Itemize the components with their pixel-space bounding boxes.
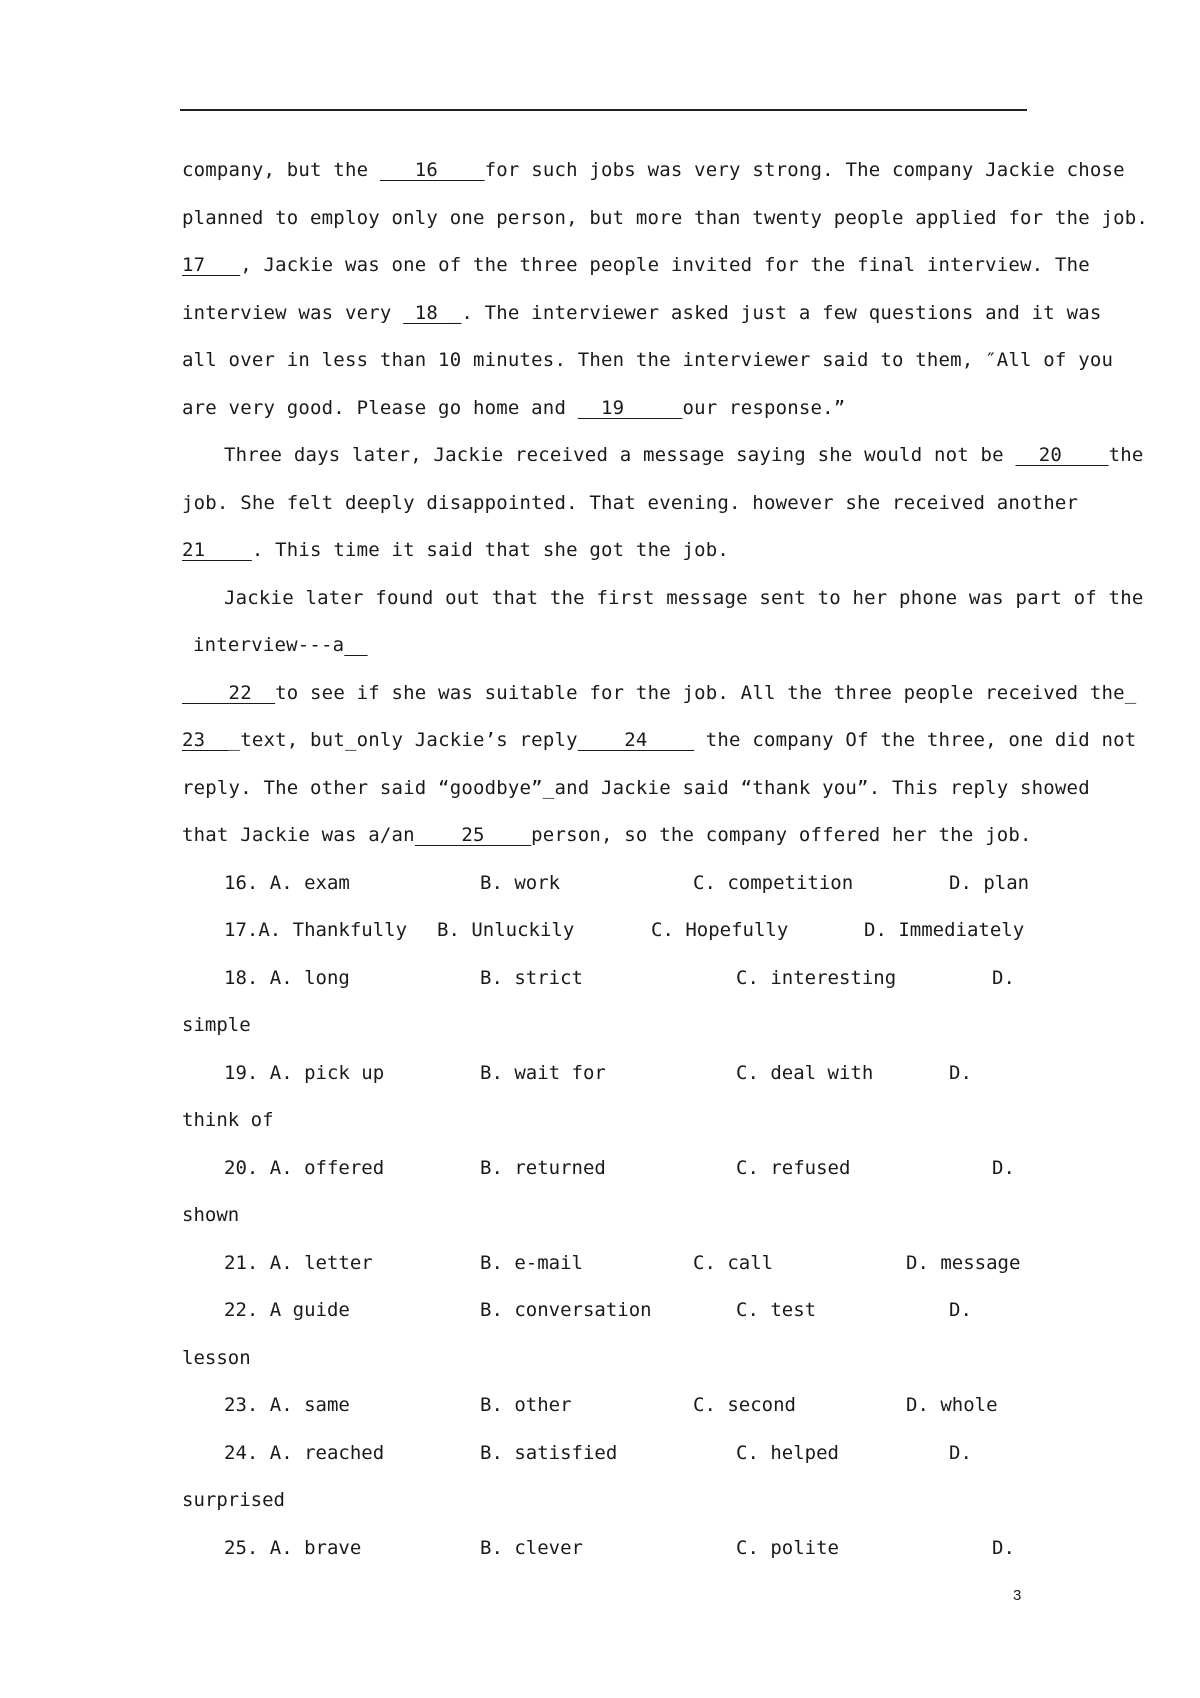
- text: , Jackie was one of the three people invited for the final interview. The: [240, 254, 1090, 276]
- text: _: [1124, 682, 1137, 704]
- option-c: C. interesting: [736, 967, 897, 989]
- header-rule: [180, 109, 1027, 111]
- option-d: D. plan: [949, 872, 1030, 894]
- option-b: B. returned: [480, 1157, 606, 1179]
- option-number: 20. A. offered: [224, 1157, 385, 1179]
- blank-19: 19: [577, 397, 683, 419]
- passage-line: [182, 158, 1125, 182]
- option-number: 24. A. reached: [224, 1442, 385, 1464]
- text: company, but the: [182, 159, 380, 181]
- option-b: B. satisfied: [480, 1442, 618, 1464]
- text: our response.”: [682, 397, 846, 419]
- option-d-wrap: simple: [182, 1014, 251, 1036]
- option-b: B. clever: [480, 1537, 583, 1559]
- option-number: 25. A. brave: [224, 1537, 362, 1559]
- passage-line: [193, 633, 368, 657]
- option-b: B. Unluckily: [437, 919, 575, 941]
- option-d: D. whole: [906, 1394, 998, 1416]
- option-b: B. other: [480, 1394, 572, 1416]
- text: are very good. Please go home and: [182, 397, 578, 419]
- blank-18: 18 _: [403, 302, 462, 324]
- passage-line: [182, 301, 1102, 325]
- option-c: C. deal with: [736, 1062, 874, 1084]
- text: interview was very: [182, 302, 404, 324]
- option-number: 22. A guide: [224, 1299, 350, 1321]
- page-number: 3: [1013, 1587, 1022, 1604]
- option-number: 23. A. same: [224, 1394, 350, 1416]
- option-d-wrap: surprised: [182, 1489, 285, 1511]
- option-number: 17.A. Thankfully: [224, 919, 408, 941]
- option-c: C. polite: [736, 1537, 839, 1559]
- blank-24: 24: [577, 729, 695, 751]
- passage-line: Jackie later found out that the first message sent to her phone was part of the: [224, 587, 1144, 609]
- passage-line: [182, 728, 1136, 752]
- passage-line: all over in less than 10 minutes. Then the interviewer said to them, ″All of you: [182, 349, 1114, 371]
- option-d: D.: [949, 1442, 972, 1464]
- text: to see if she was suitable for the job. All the three people received the: [275, 682, 1125, 704]
- option-b: B. work: [480, 872, 561, 894]
- option-d-wrap: lesson: [182, 1347, 251, 1369]
- option-number: 16. A. exam: [224, 872, 350, 894]
- option-d-wrap: think of: [182, 1109, 274, 1131]
- passage-line: job. She felt deeply disappointed. That evening. however she received another: [182, 492, 1079, 514]
- option-c: C. helped: [736, 1442, 839, 1464]
- passage-line: [182, 253, 1090, 277]
- text: Three days later, Jackie received a message saying she would not be: [224, 444, 1016, 466]
- text: the company Of the three, one did not: [694, 729, 1137, 751]
- text: for such jobs was very strong. The company Jackie chose: [484, 159, 1125, 181]
- option-d: D.: [949, 1299, 972, 1321]
- text: that Jackie was a/an: [182, 824, 415, 846]
- option-c: C. competition: [693, 872, 854, 894]
- option-d: D.: [992, 1157, 1015, 1179]
- option-b: B. e-mail: [480, 1252, 583, 1274]
- passage-line: planned to employ only one person, but more than twenty people applied for the job.: [182, 207, 1149, 229]
- option-d: D. message: [906, 1252, 1021, 1274]
- option-c: C. Hopefully: [651, 919, 789, 941]
- option-c: C. refused: [736, 1157, 851, 1179]
- passage-line: [182, 538, 729, 562]
- text: . This time it said that she got the job.: [251, 539, 730, 561]
- option-c: C. second: [693, 1394, 796, 1416]
- blank-17: 17: [182, 254, 241, 276]
- text: person, so the company offered her the job.: [531, 824, 1032, 846]
- text: . The interviewer asked just a few questions and it was: [461, 302, 1102, 324]
- option-b: B. conversation: [480, 1299, 652, 1321]
- blank-16: 16: [379, 159, 485, 181]
- blank-20: 20: [1015, 444, 1109, 466]
- passage-line: [224, 443, 1144, 467]
- passage-line: [182, 823, 1032, 847]
- blank-23: 23: [182, 729, 229, 751]
- option-d-wrap: shown: [182, 1204, 240, 1226]
- option-c: C. call: [693, 1252, 774, 1274]
- option-d: D.: [949, 1062, 972, 1084]
- blank-25: 25: [414, 824, 532, 846]
- option-c: C. test: [736, 1299, 817, 1321]
- option-d: D.: [992, 1537, 1015, 1559]
- text: _text, but_only Jackie’s reply: [228, 729, 578, 751]
- passage-line: [182, 396, 845, 420]
- option-number: 18. A. long: [224, 967, 350, 989]
- passage-line: [182, 681, 1136, 705]
- option-b: B. wait for: [480, 1062, 606, 1084]
- option-number: 19. A. pick up: [224, 1062, 385, 1084]
- option-d: D. Immediately: [864, 919, 1025, 941]
- blank-21: 21: [182, 539, 252, 561]
- text: interview---a: [193, 634, 345, 656]
- option-number: 21. A. letter: [224, 1252, 373, 1274]
- passage-line: reply. The other said “goodbye”_and Jackie said “thank you”. This reply showed: [182, 777, 1090, 799]
- option-d: D.: [992, 967, 1015, 989]
- text: the: [1108, 444, 1144, 466]
- blank-22: 22: [182, 682, 276, 704]
- blank: [344, 634, 367, 656]
- option-b: B. strict: [480, 967, 583, 989]
